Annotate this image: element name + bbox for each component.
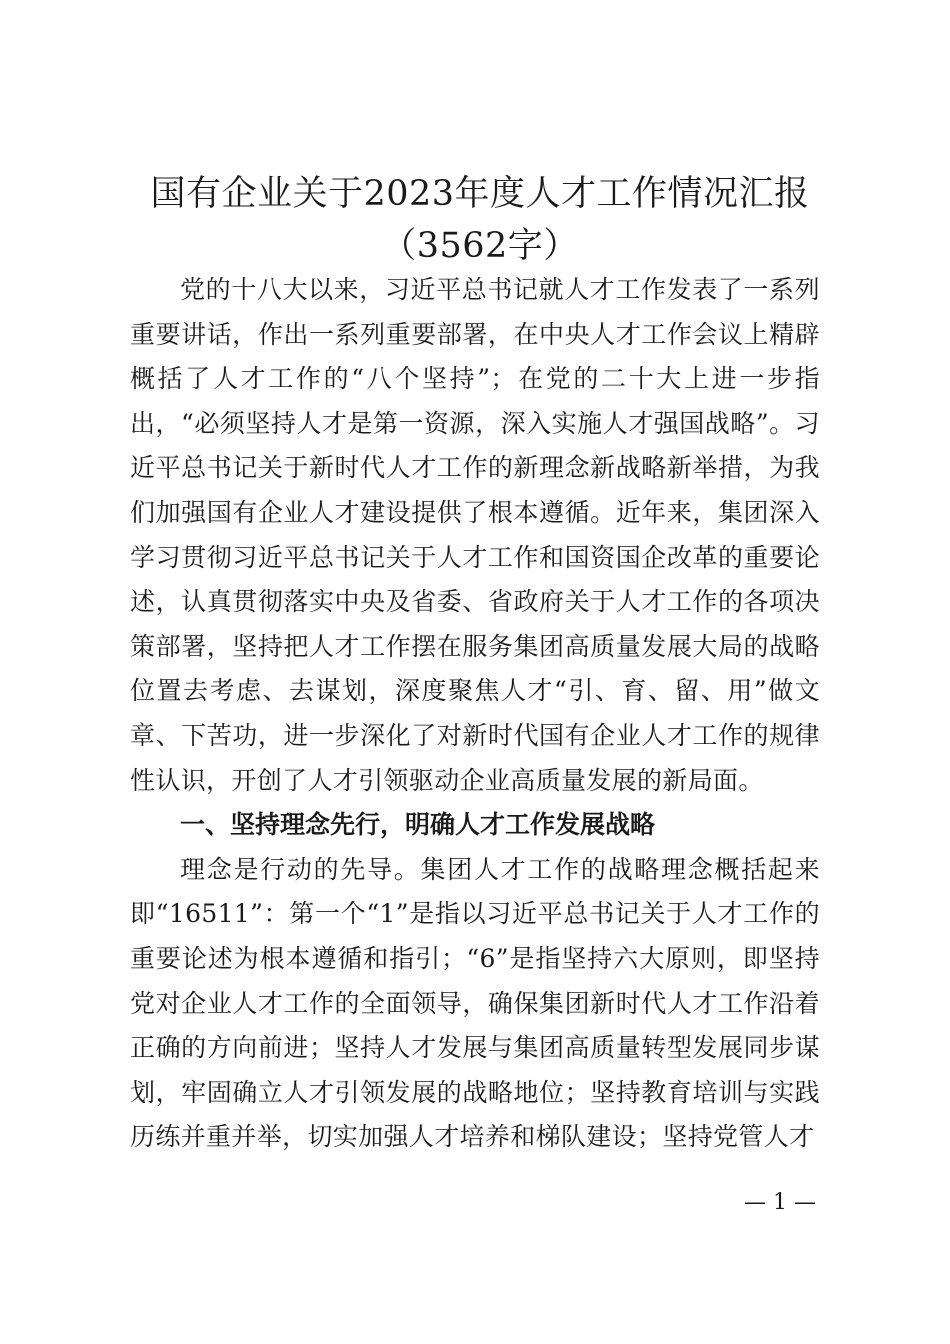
- paragraph-strategy: 理念是行动的先导。集团人才工作的战略理念概括起来即“16511”：第一个“1”是指以习近平总书记关于人才工作的重要论述为根本遵循和指引；“6”是指坚持六大原则，即坚持党对企业人才工作的全面领导，确保集团新时代人才工作沿着正确的方向前进；坚持人才发展与集团高质量转型发展同步谋划，牢固确立人才引领发展的战略地位；坚持教育培训与实践历练并重并举，切实加强人才培养和梯队建设；坚持党管人才: [130, 854, 820, 1152]
- section-heading-1: 一、坚持理念先行，明确人才工作发展战略: [180, 810, 656, 840]
- title-line-main: 国有企业关于2023年度人才工作情况汇报: [150, 174, 810, 214]
- title-line-wordcount: （3562字）: [381, 226, 579, 266]
- page-number: — 1 —: [744, 1190, 816, 1215]
- paragraph-intro: 党的十八大以来，习近平总书记就人才工作发表了一系列重要讲话，作出一系列重要部署，在中央人才工作会议上精辟概括了人才工作的“八个坚持”；在党的二十大上进一步指出，“必须坚持人才是第一资源，深入实施人才强国战略”。习近平总书记关于新时代人才工作的新理念新战略新举措，为我们加强国有企业人才建设提供了根本遵循。近年来，集团深入学习贯彻习近平总书记关于人才工作和国资国企改革的重要论述，认真贯彻落实中央及省委、省政府关于人才工作的各项决策部署，坚持把人才工作摆在服务集团高质量发展大局的战略位置去考虑、去谋划，深度聚焦人才“引、育、留、用”做文章、下苦功，进一步深化了对新时代国有企业人才工作的规律性认识，开创了人才引领驱动企业高质量发展的新局面。: [130, 275, 820, 795]
- document-title: [130, 168, 830, 272]
- document-body: [130, 268, 820, 1160]
